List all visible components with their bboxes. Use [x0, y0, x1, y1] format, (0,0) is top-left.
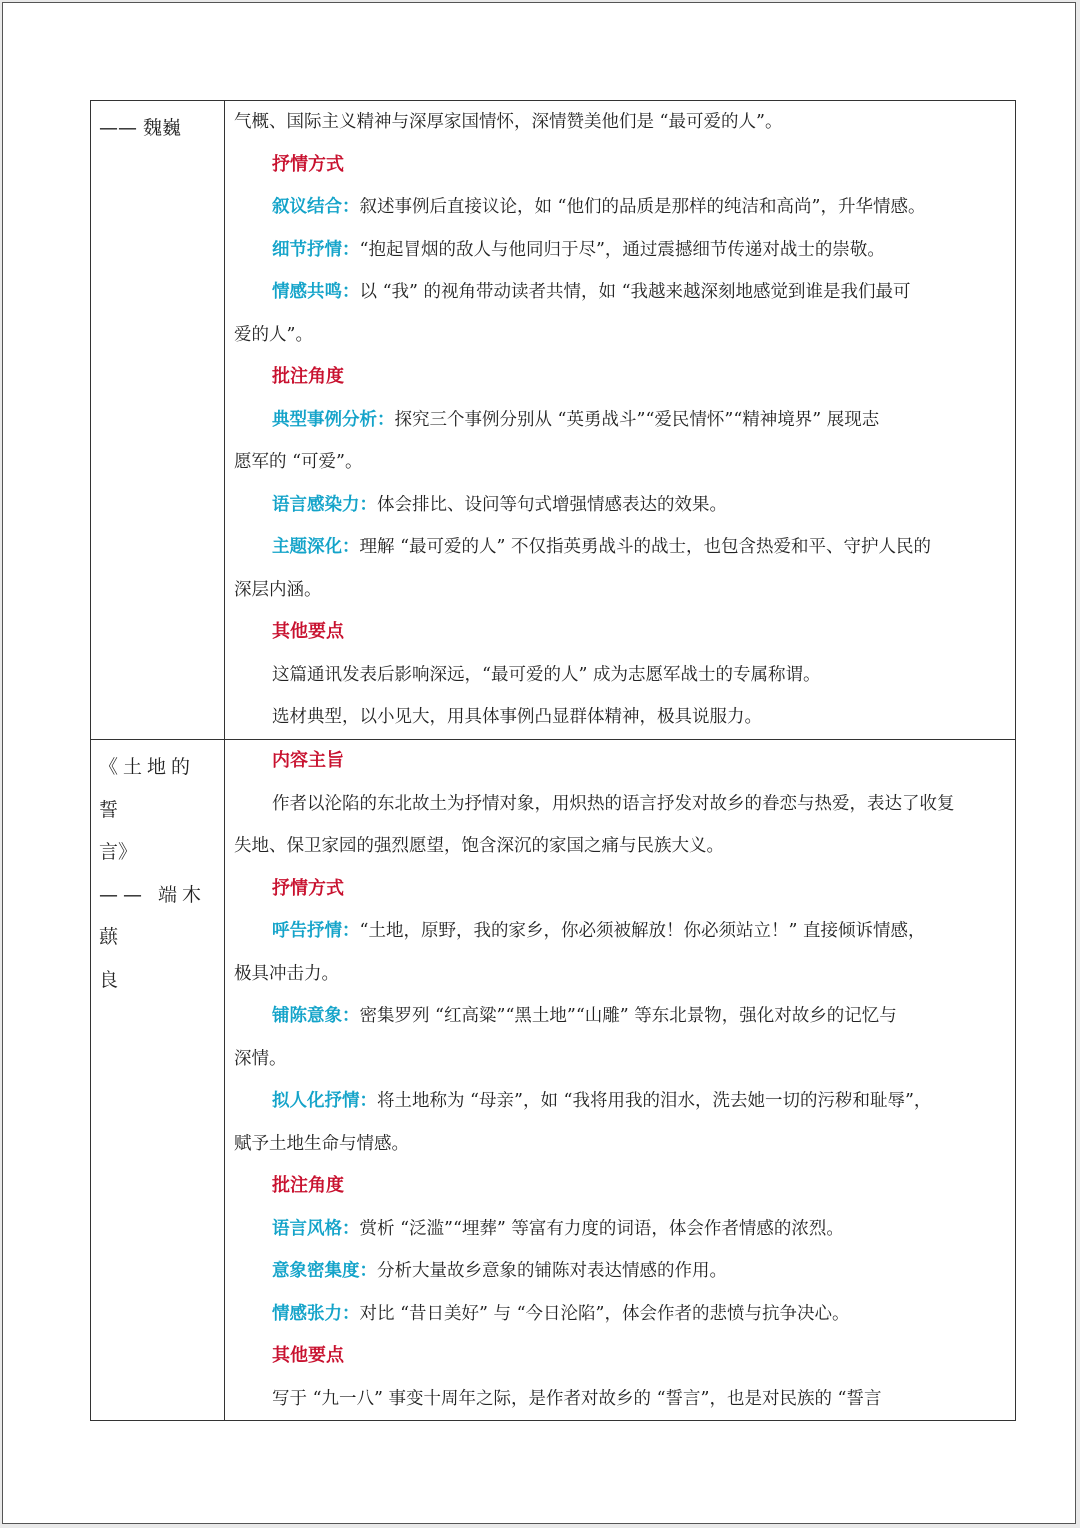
work-title-cont: 言》	[99, 841, 138, 863]
section-heading-main: 内容主旨	[272, 750, 344, 771]
author-cell	[99, 107, 217, 150]
item-continuation: 爱的人”。	[234, 324, 313, 345]
author-name-cont: 良	[99, 968, 119, 991]
table-row	[91, 740, 1015, 1420]
item-label: 情感张力：	[272, 1303, 360, 1324]
item-label: 铺陈意象：	[272, 1006, 360, 1026]
item-text: 理解 “最可爱的人” 不仅指英勇战斗的战士，也包含热爱和平、守护人民的	[359, 537, 932, 557]
analysis-cell	[234, 740, 1006, 1420]
item-text: “抱起冒烟的敌人与他同归于尽”，通过震撼细节传递对战士的崇敬。	[359, 239, 885, 260]
item-text: 赏析 “泛滥”“埋葬” 等富有力度的词语，体会作者情感的浓烈。	[359, 1218, 844, 1239]
column-divider	[224, 740, 225, 1420]
list-item	[234, 186, 1006, 229]
content-table	[90, 100, 1016, 1421]
body-line: 作者以沦陷的东北故土为抒情对象，用炽热的语言抒发对故乡的眷恋与热爱，表达了收复	[272, 793, 955, 814]
list-item	[234, 1293, 1006, 1336]
item-text: 将土地称为 “母亲”，如 “我将用我的泪水，洗去她一切的污秽和耻辱”，	[377, 1091, 932, 1111]
work-title: 《土地的誓	[99, 756, 196, 821]
body-line: 写于 “九一八” 事变十周年之际，是作者对故乡的 “誓言”，也是对民族的 “誓言	[272, 1388, 882, 1409]
item-label: 语言感染力：	[272, 494, 377, 515]
list-item	[234, 271, 1006, 314]
list-item	[234, 1250, 1006, 1293]
list-item	[234, 229, 1006, 272]
item-label: 叙议结合：	[272, 197, 360, 217]
list-item	[234, 1208, 1006, 1251]
item-label: 语言风格：	[272, 1218, 360, 1239]
item-continuation: 深层内涵。	[234, 579, 322, 600]
author-name: —— 魏巍	[99, 117, 182, 139]
item-text: 体会排比、设问等句式增强情感表达的效果。	[377, 494, 727, 515]
item-label: 情感共鸣：	[272, 282, 360, 302]
section-heading-lyric: 抒情方式	[272, 877, 344, 899]
document-page	[2, 2, 1076, 1524]
title-cell	[99, 746, 217, 1001]
item-text: 对比 “昔日美好” 与 “今日沦陷”，体会作者的悲愤与抗争决心。	[359, 1303, 850, 1324]
item-text: 探究三个事例分别从 “英勇战斗”“爱民情怀”“精神境界” 展现志	[394, 409, 880, 430]
body-line: 这篇通讯发表后影响深远，“最可爱的人” 成为志愿军战士的专属称谓。	[272, 664, 821, 685]
column-divider	[224, 101, 225, 739]
list-item	[234, 526, 1006, 569]
section-heading-annotation: 批注角度	[272, 1175, 344, 1196]
item-label: 主题深化：	[272, 537, 360, 557]
table-row	[91, 101, 1015, 740]
item-text: “土地，原野，我的家乡，你必须被解放！你必须站立！” 直接倾诉情感，	[359, 921, 926, 941]
item-text: 以 “我” 的视角带动读者共情，如 “我越来越深刻地感觉到谁是我们最可	[359, 282, 911, 302]
body-line: 失地、保卫家园的强烈愿望，饱含深沉的家国之痛与民族大义。	[234, 836, 724, 856]
item-text: 叙述事例后直接议论，如 “他们的品质是那样的纯洁和高尚”，升华情感。	[359, 197, 926, 217]
item-continuation: 愿军的 “可爱”。	[234, 452, 363, 472]
section-heading-lyric: 抒情方式	[272, 153, 344, 175]
list-item	[234, 484, 1006, 527]
item-label: 典型事例分析：	[272, 409, 395, 430]
item-label: 呼告抒情：	[272, 921, 360, 941]
item-text: 密集罗列 “红高粱”“黑土地”“山雕” 等东北景物，强化对故乡的记忆与	[359, 1006, 897, 1026]
list-item	[234, 910, 1006, 953]
section-heading-other: 其他要点	[272, 1345, 344, 1366]
item-continuation: 深情。	[234, 1048, 287, 1069]
item-label: 拟人化抒情：	[272, 1091, 377, 1111]
list-item	[234, 399, 1006, 442]
item-text: 分析大量故乡意象的铺陈对表达情感的作用。	[377, 1261, 727, 1281]
author-name: —— 端木蕻	[99, 883, 207, 948]
item-continuation: 赋予土地生命与情感。	[234, 1133, 409, 1154]
section-heading-annotation: 批注角度	[272, 366, 344, 387]
list-item	[234, 1080, 1006, 1123]
item-continuation: 极具冲击力。	[234, 963, 339, 984]
item-label: 细节抒情：	[272, 239, 360, 260]
section-heading-other: 其他要点	[272, 621, 344, 642]
list-item	[234, 995, 1006, 1038]
item-label: 意象密集度：	[272, 1261, 377, 1281]
body-line: 气概、国际主义精神与深厚家国情怀，深情赞美他们是 “最可爱的人”。	[234, 112, 783, 132]
analysis-cell	[234, 101, 1006, 739]
body-line: 选材典型，以小见大，用具体事例凸显群体精神，极具说服力。	[272, 707, 762, 727]
